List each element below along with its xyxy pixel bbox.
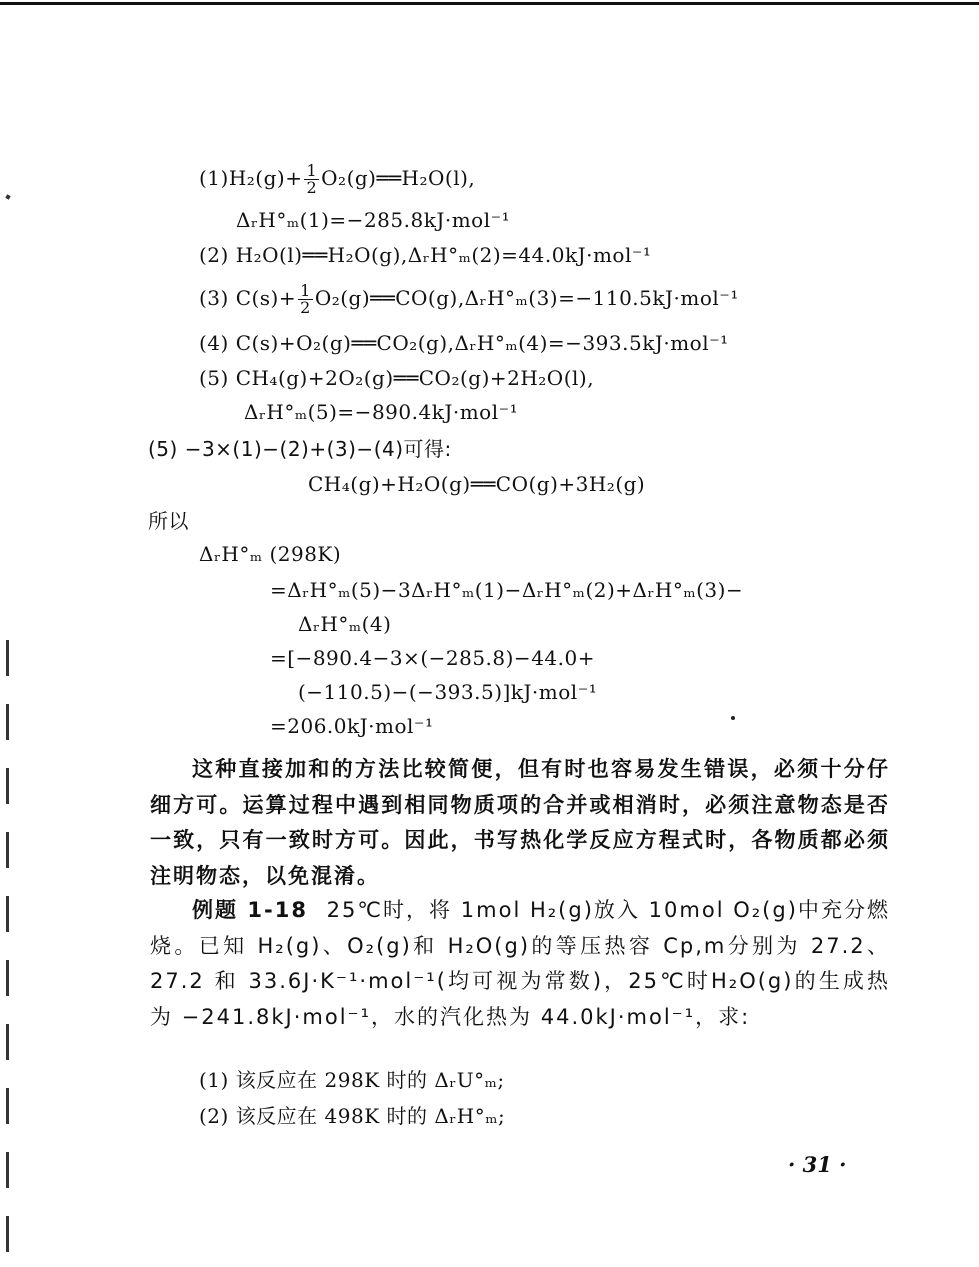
equation-3 (199, 283, 739, 316)
so-label: 所以 (148, 509, 189, 533)
example-text-block (150, 893, 890, 1035)
equation-1-part-b: O₂(g)══H₂O(l), (321, 166, 476, 190)
derivation-line-1: ΔᵣH°ₘ (298K) (199, 542, 342, 566)
equation-1-part-a: (1)H₂(g)+ (199, 166, 303, 190)
fraction-numerator: 1 (300, 281, 311, 300)
derivation-result: =206.0kJ·mol⁻¹ (270, 714, 434, 738)
binding-edge-marks (6, 640, 9, 1267)
question-1: (1) 该反应在 298K 时的 ΔᵣU°ₘ; (199, 1068, 505, 1092)
equation-2: (2) H₂O(l)══H₂O(g),ΔᵣH°ₘ(2)=44.0kJ·mol⁻¹ (199, 243, 652, 267)
example-paragraph (150, 893, 890, 1035)
equation-5: (5) CH₄(g)+2O₂(g)══CO₂(g)+2H₂O(l), (199, 366, 595, 390)
fraction-denominator: 2 (306, 178, 318, 197)
stray-dot (731, 716, 735, 720)
derivation-line-5: (−110.5)−(−393.5)]kJ·mol⁻¹ (298, 680, 598, 704)
equation-1-enthalpy: ΔᵣH°ₘ(1)=−285.8kJ·mol⁻¹ (236, 208, 511, 232)
margin-mark (5, 194, 10, 199)
explanation-paragraph (150, 752, 890, 894)
equation-1 (199, 163, 475, 196)
equation-5-enthalpy: ΔᵣH°ₘ(5)=−890.4kJ·mol⁻¹ (244, 400, 519, 424)
equation-3-part-b: O₂(g)══CO(g),ΔᵣH°ₘ(3)=−110.5kJ·mol⁻¹ (314, 286, 739, 310)
derivation-line-4: =[−890.4−3×(−285.8)−44.0+ (270, 646, 595, 670)
derivation-line-2: =ΔᵣH°ₘ(5)−3ΔᵣH°ₘ(1)−ΔᵣH°ₘ(2)+ΔᵣH°ₘ(3)− (270, 578, 744, 602)
example-label: 例题 1-18 (192, 898, 308, 922)
page-number: · 31 · (788, 1152, 847, 1177)
combination-rule: (5) −3×(1)−(2)+(3)−(4)可得: (148, 437, 452, 461)
target-reaction: CH₄(g)+H₂O(g)══CO(g)+3H₂(g) (308, 472, 646, 496)
fraction-half (304, 163, 319, 196)
fraction-numerator: 1 (306, 161, 318, 180)
equation-4: (4) C(s)+O₂(g)══CO₂(g),ΔᵣH°ₘ(4)=−393.5kJ·mol⁻¹ (199, 331, 729, 355)
fraction-denominator: 2 (300, 298, 311, 317)
derivation-line-3: ΔᵣH°ₘ(4) (298, 612, 392, 636)
equation-3-part-a: (3) C(s)+ (199, 286, 297, 310)
top-rule (0, 2, 979, 5)
example-text: 25℃时，将 1mol H₂(g)放入 10mol O₂(g)中充分燃烧。已知 H₂(g)、O₂(g)和 H₂O(g)的等压热容 Cp,m分别为 27.2、27.2 和 33.6J·K⁻¹·mol⁻¹(均可视为常数)，25℃时H₂O(g)的生成热为 −241.8kJ·mol⁻¹，水的汽化热为 44.0kJ·mol⁻¹，求: (150, 898, 891, 1029)
explanation-text: 这种直接加和的方法比较简便，但有时也容易发生错误，必须十分仔细方可。运算过程中遇到相同物质项的合并或相消时，必须注意物态是否一致，只有一致时方可。因此，书写热化学反应方程式时，各物质都必须注明物态，以免混淆。 (150, 757, 890, 888)
question-2: (2) 该反应在 498K 时的 ΔᵣH°ₘ; (199, 1104, 506, 1128)
fraction-half (298, 283, 313, 316)
